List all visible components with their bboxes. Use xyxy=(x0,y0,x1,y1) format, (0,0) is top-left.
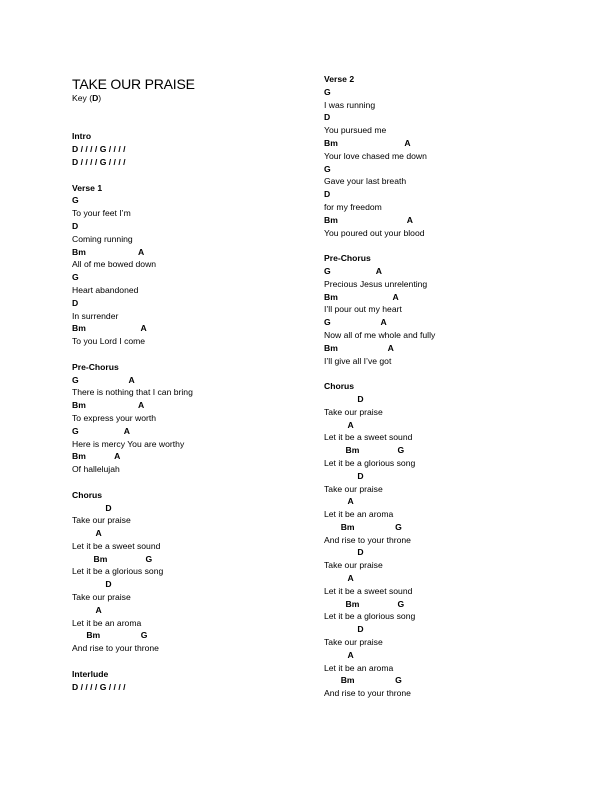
lyric-line: for my freedom xyxy=(324,201,382,212)
chord-line: D xyxy=(72,579,112,590)
chord-line: D / / / / G / / / / xyxy=(72,144,126,155)
chord-line: Bm G xyxy=(72,630,148,641)
key-label: Key ( xyxy=(72,93,93,103)
chord-line: Bm A xyxy=(324,342,394,353)
chord-line: Bm A xyxy=(324,137,411,148)
lyric-line: Your love chased me down xyxy=(324,150,427,161)
lyric-line: Let it be a glorious song xyxy=(72,566,164,577)
lyric-line: Let it be a sweet sound xyxy=(324,585,413,596)
chord-line: A xyxy=(72,528,102,539)
chord-line: G xyxy=(324,163,331,174)
lyric-line: Take our praise xyxy=(72,515,131,526)
chord-line: A xyxy=(324,649,354,660)
chord-line: G A xyxy=(72,425,130,436)
chord-line: Bm A xyxy=(72,451,121,462)
lyric-line: You poured out your blood xyxy=(324,227,425,238)
chord-line: D / / / / G / / / / xyxy=(72,681,126,692)
sections-right xyxy=(324,73,564,700)
lyric-line: Let it be an aroma xyxy=(72,617,142,628)
chord-line: Bm A xyxy=(72,246,145,257)
chord-line: D xyxy=(72,220,79,231)
lyric-line: I was running xyxy=(324,99,376,110)
section-verse-2 xyxy=(324,73,564,239)
lyric-line: Coming running xyxy=(72,233,133,244)
section-heading: Chorus xyxy=(324,381,355,392)
section-intro xyxy=(72,130,302,168)
chord-line: D xyxy=(324,624,364,635)
section-heading: Verse 1 xyxy=(72,182,103,193)
section-heading: Pre-Chorus xyxy=(72,361,119,372)
chord-line: A xyxy=(72,604,102,615)
lyric-line: Let it be an aroma xyxy=(324,509,394,520)
chord-line: G xyxy=(72,272,79,283)
section-chorus xyxy=(72,489,302,655)
chord-line: Bm G xyxy=(324,445,405,456)
section-heading: Intro xyxy=(72,131,92,142)
lyric-line: Take our praise xyxy=(72,592,131,603)
section-verse-1 xyxy=(72,182,302,348)
chord-line: Bm A xyxy=(72,323,147,334)
chord-line: Bm G xyxy=(324,521,402,532)
section-heading: Verse 2 xyxy=(324,74,355,84)
chord-line: D xyxy=(324,393,364,404)
column-right xyxy=(324,73,564,713)
lyric-line: Of hallelujah xyxy=(72,464,120,475)
lyric-line: I’ll pour out my heart xyxy=(324,304,402,315)
key-value: D xyxy=(92,93,99,103)
column-left xyxy=(72,76,302,706)
chord-line: Bm G xyxy=(324,598,405,609)
section-chorus xyxy=(324,380,564,700)
chord-line: G A xyxy=(72,374,135,385)
lyric-line: Now all of me whole and fully xyxy=(324,329,436,340)
chord-line: G xyxy=(324,86,331,97)
lyric-line: And rise to your throne xyxy=(324,688,411,699)
lyric-line: Let it be a glorious song xyxy=(324,457,416,468)
chord-line: D xyxy=(72,297,79,308)
chord-line: Bm G xyxy=(72,553,153,564)
section-heading: Pre-Chorus xyxy=(324,253,371,264)
song-key xyxy=(72,92,302,105)
lyric-line: Take our praise xyxy=(324,483,383,494)
song-title: TAKE OUR PRAISE xyxy=(72,76,195,92)
chord-line: Bm A xyxy=(72,400,145,411)
lyric-line: To you Lord I come xyxy=(72,336,146,347)
chord-line: A xyxy=(324,496,354,507)
section-pre-chorus xyxy=(324,252,564,367)
section-interlude xyxy=(72,668,302,694)
lyric-line: Gave your last breath xyxy=(324,176,407,187)
lyric-line: And rise to your throne xyxy=(324,534,411,545)
lyric-line: Let it be a sweet sound xyxy=(72,540,161,551)
chord-line: Bm A xyxy=(324,291,399,302)
lyric-line: To your feet I’m xyxy=(72,208,131,219)
lyric-line: And rise to your throne xyxy=(72,643,159,654)
lyric-line: Take our praise xyxy=(324,406,383,417)
lyric-line: Let it be a glorious song xyxy=(324,611,416,622)
lyric-line: You pursued me xyxy=(324,125,387,136)
key-close: ) xyxy=(98,93,102,103)
lyric-line: There is nothing that I can bring xyxy=(72,387,193,398)
lyric-line: Take our praise xyxy=(324,637,383,648)
chord-line: Bm A xyxy=(324,214,413,225)
chord-line: D xyxy=(72,502,112,513)
chord-line: A xyxy=(324,573,354,584)
lyric-line: All of me bowed down xyxy=(72,259,157,270)
lyric-line: Here is mercy You are worthy xyxy=(72,438,185,449)
chord-line: D xyxy=(324,112,331,123)
chord-line: A xyxy=(324,419,354,430)
section-pre-chorus xyxy=(72,361,302,476)
sections-left xyxy=(72,130,302,693)
lyric-line: Precious Jesus unrelenting xyxy=(324,278,428,289)
section-heading: Interlude xyxy=(72,668,109,679)
lyric-line: To express your worth xyxy=(72,412,157,423)
chord-line: D xyxy=(324,470,364,481)
chord-line: D xyxy=(324,189,331,200)
section-heading: Chorus xyxy=(72,489,103,500)
lyric-line: In surrender xyxy=(72,310,119,321)
chord-line: D xyxy=(324,547,364,558)
lyric-line: Take our praise xyxy=(324,560,383,571)
lyric-line: Let it be an aroma xyxy=(324,662,394,673)
lyric-line: Let it be a sweet sound xyxy=(324,432,413,443)
chord-line: D / / / / G / / / / xyxy=(72,156,126,167)
lyric-line: Heart abandoned xyxy=(72,284,139,295)
chord-line: G A xyxy=(324,265,382,276)
lyric-line: I’ll give all I’ve got xyxy=(324,355,392,366)
chord-line: G A xyxy=(324,317,387,328)
chord-line: Bm G xyxy=(324,675,402,686)
chord-line: G xyxy=(72,195,79,206)
